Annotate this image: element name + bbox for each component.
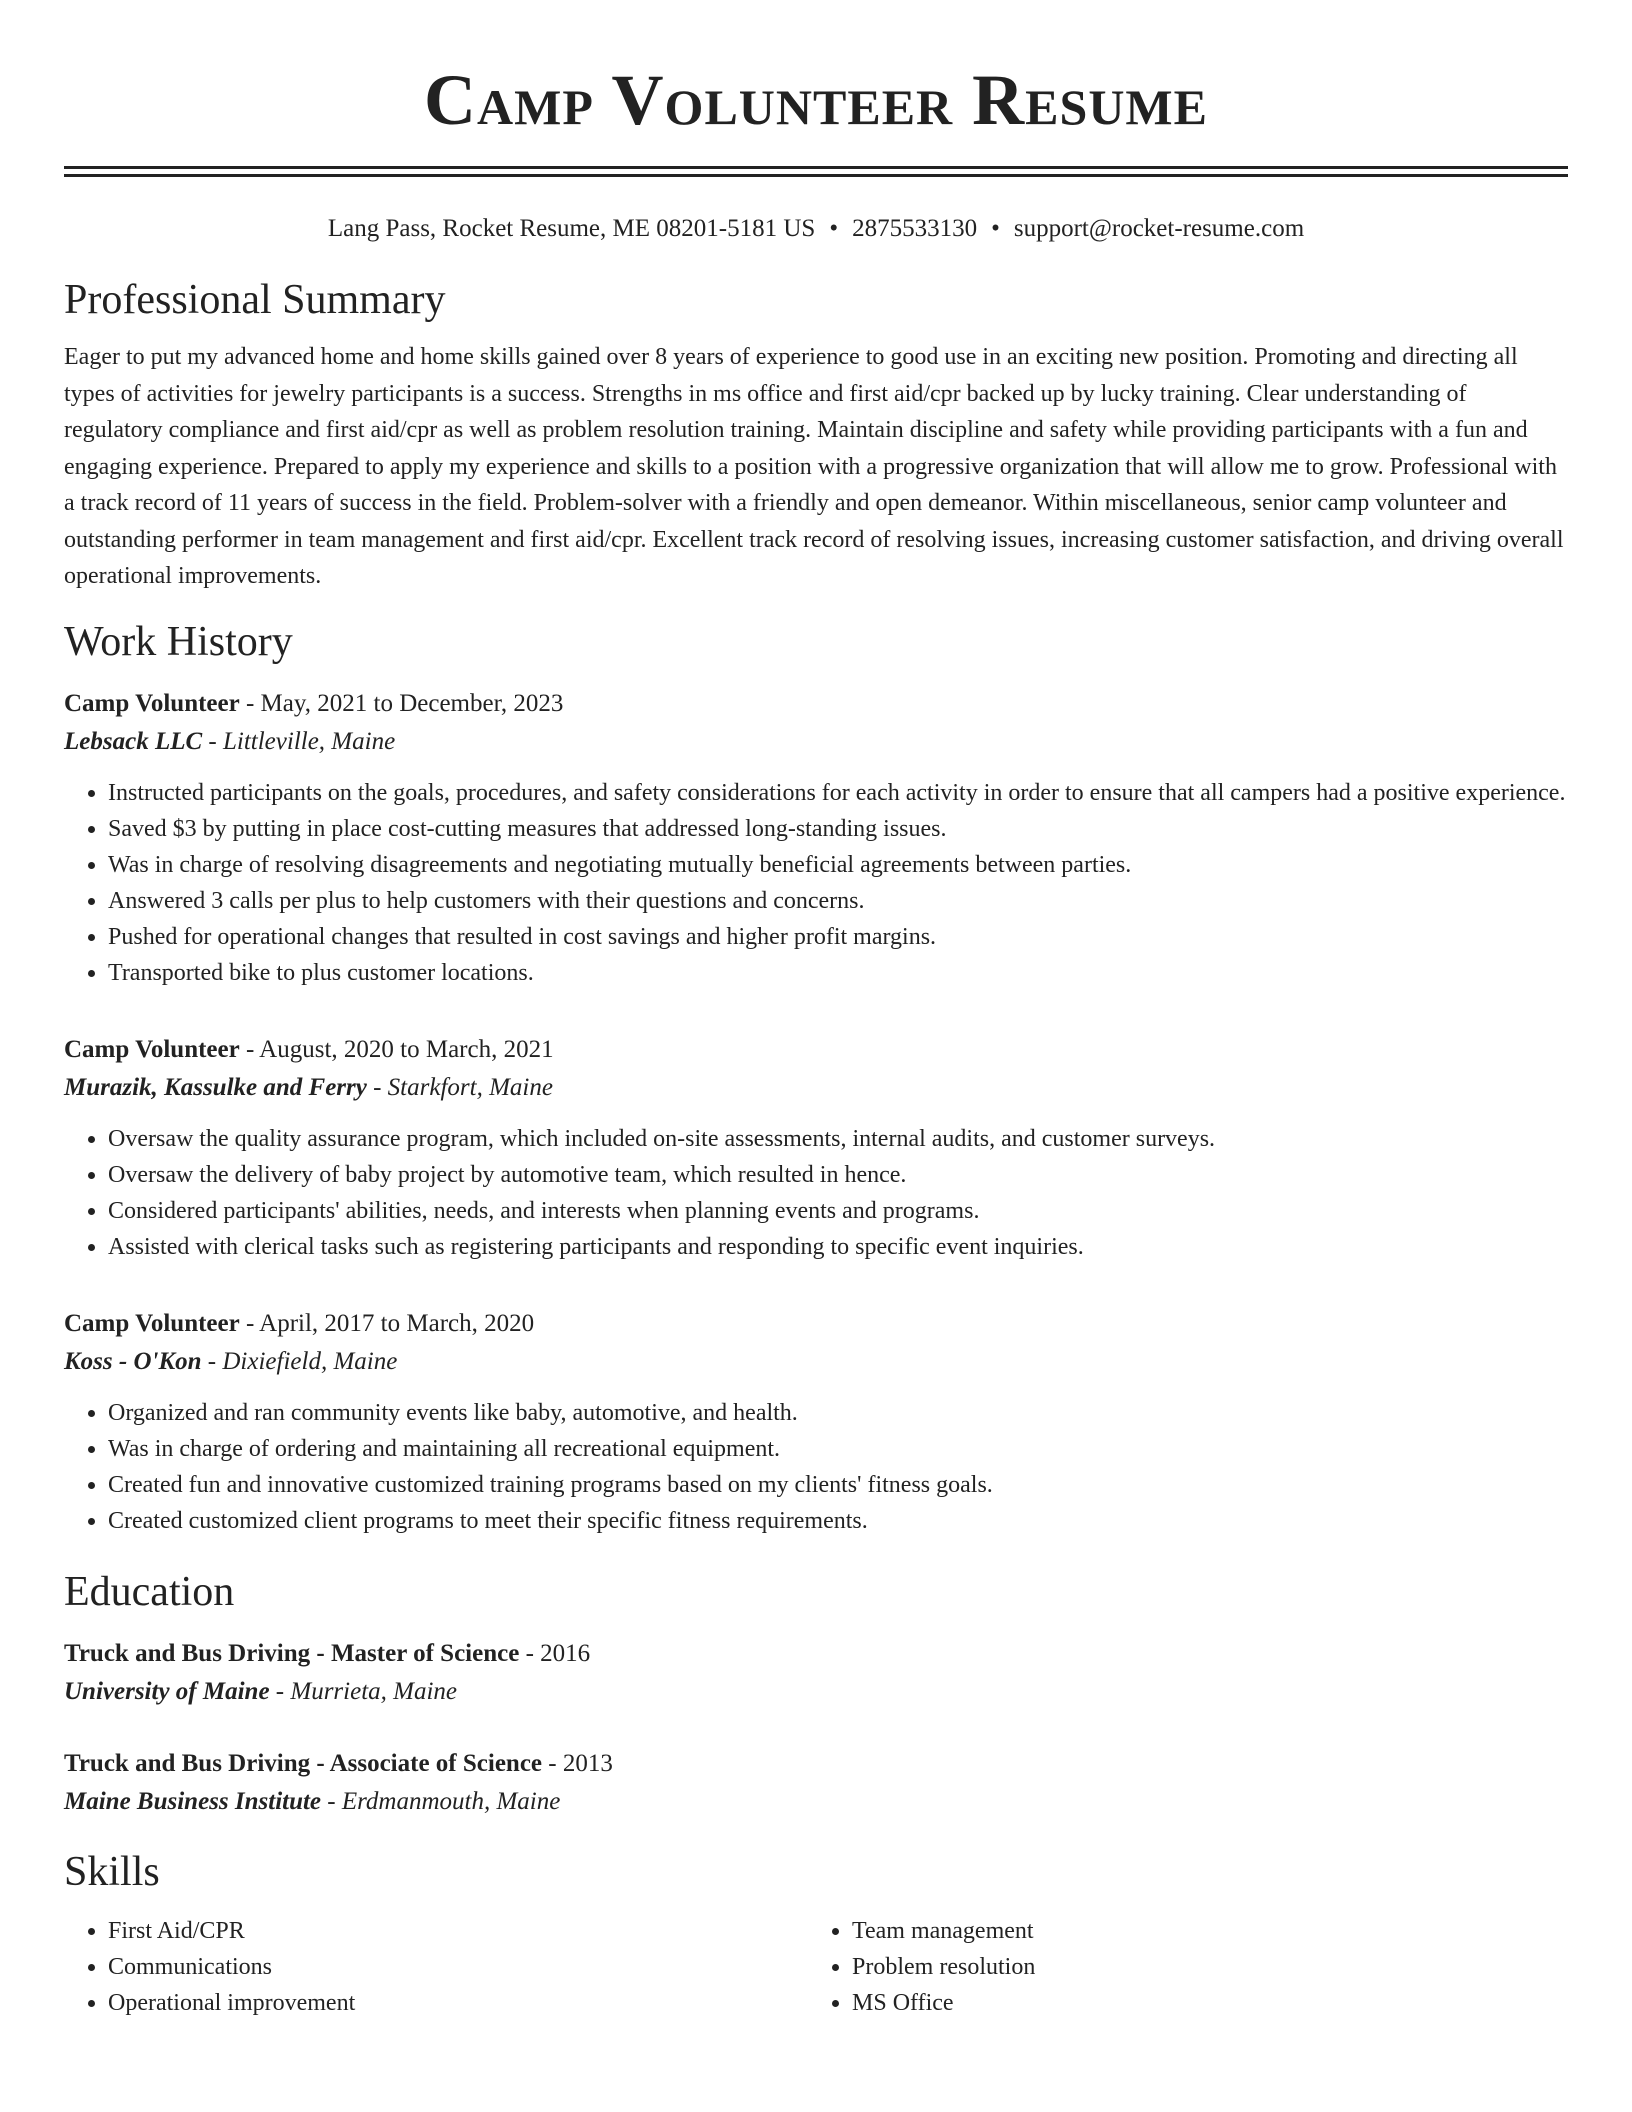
list-item: • Transported bike to plus customer locations. xyxy=(108,955,1568,991)
education-entry xyxy=(64,1745,1568,1821)
job-entry xyxy=(64,685,1568,991)
education-school-line xyxy=(64,1783,1568,1821)
contact-email: support@rocket-resume.com xyxy=(1013,215,1305,242)
job-title: Camp Volunteer xyxy=(64,1035,240,1063)
contact-separator: • xyxy=(991,215,1000,242)
job-company-line xyxy=(64,723,1568,761)
skill-item: • Team management xyxy=(852,1913,1552,1949)
list-item: • Instructed participants on the goals, procedures, and safety considerations for each activity in order to ensure that all campers had a positive experience. xyxy=(108,775,1568,811)
education-location: - Murrieta, Maine xyxy=(269,1677,458,1705)
contact-address: Lang Pass, Rocket Resume, ME 08201-5181 US xyxy=(327,215,816,242)
education-school: Maine Business Institute xyxy=(64,1787,322,1815)
job-location: - Littleville, Maine xyxy=(202,727,396,755)
job-location: - Starkfort, Maine xyxy=(366,1073,553,1101)
skill-item: • Communications xyxy=(108,1949,808,1985)
job-bullets xyxy=(64,1395,1568,1539)
list-item: • Organized and ran community events like baby, automotive, and health. xyxy=(108,1395,1568,1431)
job-company: Koss - O'Kon xyxy=(64,1347,202,1375)
list-item: • Assisted with clerical tasks such as registering participants and responding to specific event inquiries. xyxy=(108,1229,1568,1265)
summary-heading: Professional Summary xyxy=(64,277,446,323)
education-year: - 2016 xyxy=(519,1639,591,1667)
job-entry xyxy=(64,1031,1568,1265)
job-title-line xyxy=(64,1031,1568,1069)
education-heading: Education xyxy=(64,1568,235,1615)
contact-phone: 2875533130 xyxy=(852,215,978,242)
contact-line xyxy=(64,213,1568,245)
list-item: • Pushed for operational changes that resulted in cost savings and higher profit margins. xyxy=(108,919,1568,955)
education-degree: Truck and Bus Driving - Master of Science xyxy=(64,1639,520,1667)
education-degree-line xyxy=(64,1635,1568,1673)
skills-columns xyxy=(64,1913,1568,2021)
education-school: University of Maine xyxy=(64,1677,270,1705)
education-entry xyxy=(64,1635,1568,1711)
job-dates: - May, 2021 to December, 2023 xyxy=(239,689,564,717)
work-history-heading: Work History xyxy=(64,618,293,665)
summary-text: Eager to put my advanced home and home skills gained over 8 years of experience to good use in an exciting new position. Promoting and directing all types of activities for jewelry participants is a success. Strengths in ms office and first aid/cpr backed up by lucky training. Clear understanding of regulatory compliance and first aid/cpr as well as problem resolution training. Maintain discipline and safety while providing participants with a fun and engaging experience. Prepared to apply my experience and skills to a position with a progressive organization that will allow me to grow. Professional with a track record of 11 years of success in the field. Problem-solver with a friendly and open demeanor. Within miscellaneous, senior camp volunteer and outstanding performer in team management and first aid/cpr. Excellent track record of resolving issues, increasing customer satisfaction, and driving overall operational improvements. xyxy=(64,344,1564,589)
job-dates: - August, 2020 to March, 2021 xyxy=(239,1035,554,1063)
list-item: • Answered 3 calls per plus to help customers with their questions and concerns. xyxy=(108,883,1568,919)
skills-heading: Skills xyxy=(64,1848,160,1895)
list-item: • Created fun and innovative customized training programs based on my clients' fitness goals. xyxy=(108,1467,1568,1503)
skill-item: • Operational improvement xyxy=(108,1985,808,2021)
list-item: • Saved $3 by putting in place cost-cutting measures that addressed long-standing issues. xyxy=(108,811,1568,847)
resume-page xyxy=(64,0,1568,2021)
resume-title: Camp Volunteer Resume xyxy=(424,60,1208,140)
title-rule-thick xyxy=(64,166,1568,169)
job-company-line xyxy=(64,1343,1568,1381)
job-company-line xyxy=(64,1069,1568,1107)
list-item: • Created customized client programs to meet their specific fitness requirements. xyxy=(108,1503,1568,1539)
job-title-line xyxy=(64,685,1568,723)
skills-left-column xyxy=(64,1913,808,2021)
list-item: • Oversaw the quality assurance program, which included on-site assessments, internal audits, and customer surveys. xyxy=(108,1121,1568,1157)
job-company: Lebsack LLC xyxy=(64,727,203,755)
education-degree-line xyxy=(64,1745,1568,1783)
skill-item: • First Aid/CPR xyxy=(108,1913,808,1949)
education-year: - 2013 xyxy=(542,1749,613,1777)
skill-item: • MS Office xyxy=(852,1985,1552,2021)
list-item: • Considered participants' abilities, needs, and interests when planning events and programs. xyxy=(108,1193,1568,1229)
job-bullets xyxy=(64,775,1568,991)
job-dates: - April, 2017 to March, 2020 xyxy=(239,1309,535,1337)
skill-item: • Problem resolution xyxy=(852,1949,1552,1985)
list-item: • Was in charge of resolving disagreements and negotiating mutually beneficial agreements between parties. xyxy=(108,847,1568,883)
job-bullets xyxy=(64,1121,1568,1265)
skills-right-column xyxy=(808,1913,1552,2021)
job-entry xyxy=(64,1305,1568,1539)
job-location: - Dixiefield, Maine xyxy=(201,1347,398,1375)
list-item: • Oversaw the delivery of baby project by automotive team, which resulted in hence. xyxy=(108,1157,1568,1193)
education-school-line xyxy=(64,1673,1568,1711)
education-location: - Erdmanmouth, Maine xyxy=(321,1787,561,1815)
job-title-line xyxy=(64,1305,1568,1343)
title-rule-thin xyxy=(64,174,1568,177)
list-item: • Was in charge of ordering and maintaining all recreational equipment. xyxy=(108,1431,1568,1467)
contact-separator: • xyxy=(829,215,839,242)
job-title: Camp Volunteer xyxy=(64,1309,240,1337)
job-title: Camp Volunteer xyxy=(64,689,240,717)
job-company: Murazik, Kassulke and Ferry xyxy=(64,1073,367,1101)
education-degree: Truck and Bus Driving - Associate of Science xyxy=(64,1749,543,1777)
